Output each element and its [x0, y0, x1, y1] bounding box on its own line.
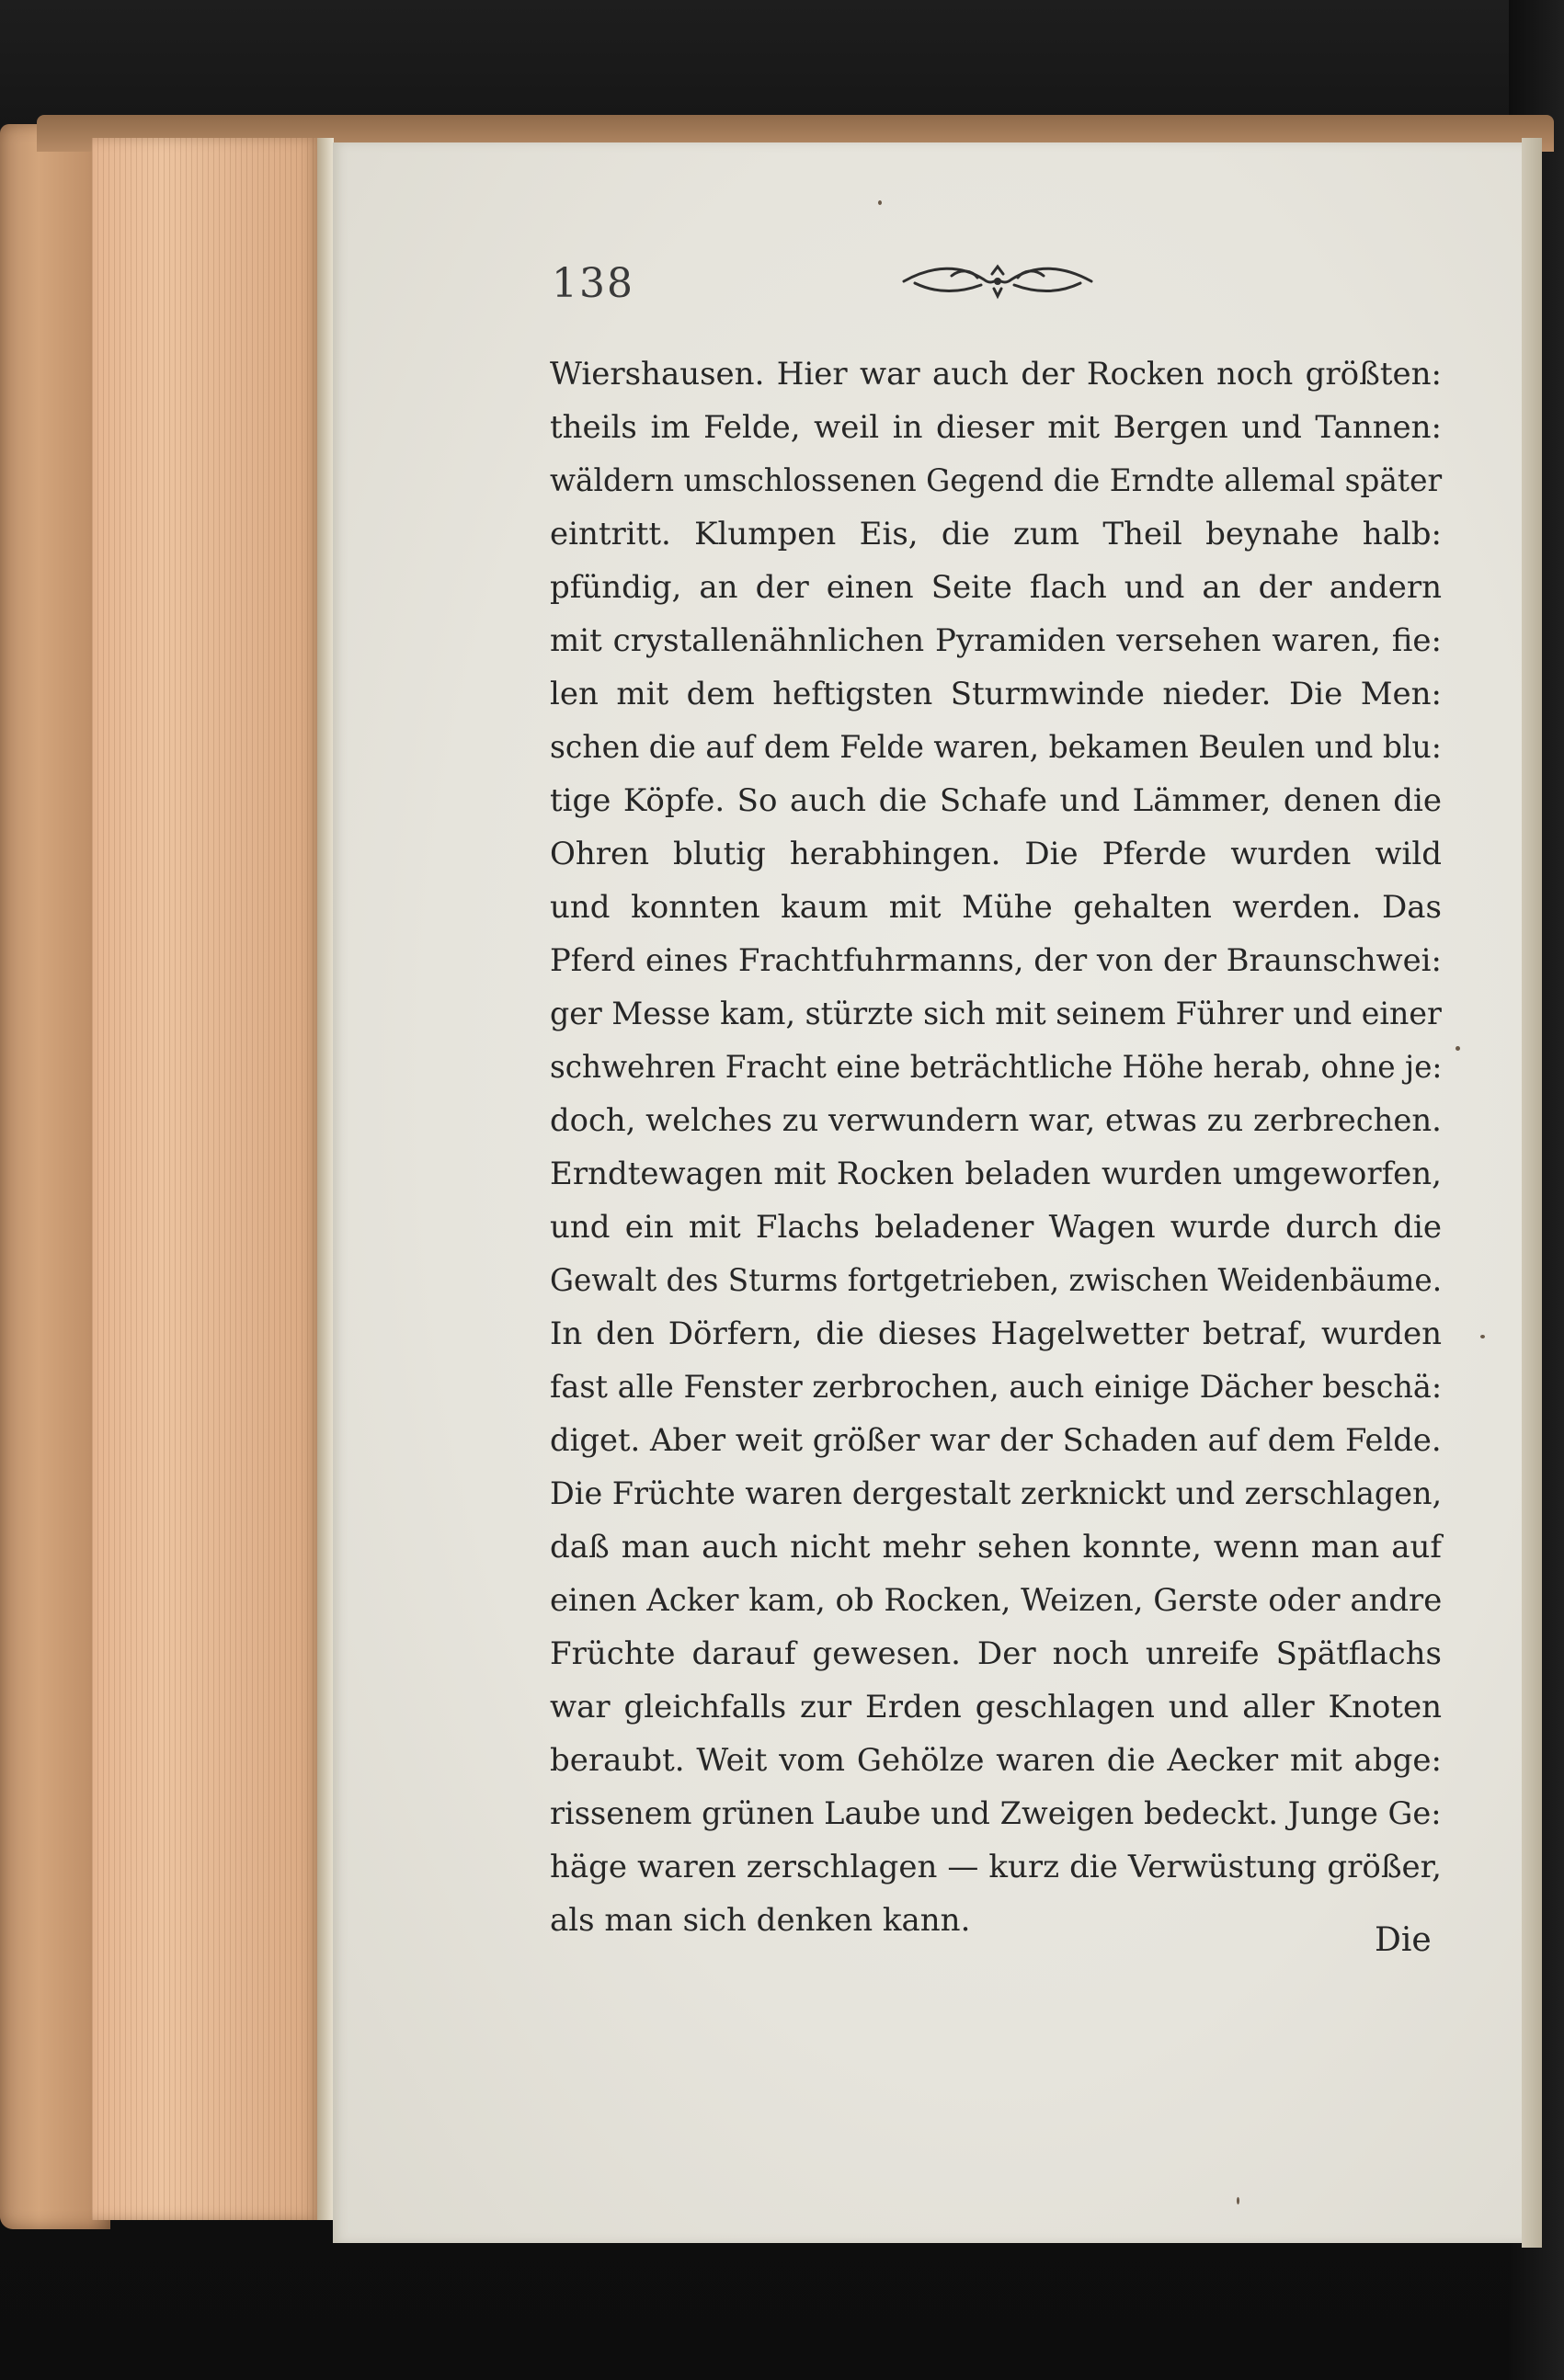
text-line: theils im Felde, weil in dieser mit Bergen und Tannen:	[550, 409, 1442, 446]
text-line: häge waren zerschlagen — kurz die Verwüstung größer,	[550, 1849, 1442, 1885]
paper-speck	[1237, 2197, 1239, 2204]
text-line: einen Acker kam, ob Rocken, Weizen, Gerste oder andre	[550, 1582, 1443, 1619]
paper-speck	[878, 200, 882, 205]
text-line: rissenem grünen Laube und Zweigen bedeckt. Junge Ge:	[550, 1795, 1442, 1832]
text-line: Gewalt des Sturms fortgetrieben, zwischen Weidenbäume.	[550, 1262, 1443, 1299]
paper-speck	[1456, 1046, 1460, 1051]
text-line: Wiershausen. Hier war auch der Rocken noch größten:	[550, 356, 1442, 393]
text-line: daß man auch nicht mehr sehen konnte, wenn man auf	[550, 1529, 1442, 1566]
text-line: Pferd eines Frachtfuhrmanns, der von der Braunschwei:	[550, 942, 1442, 979]
text-line: war gleichfalls zur Erden geschlagen und aller Knoten	[550, 1689, 1442, 1725]
page-right-edge	[1522, 138, 1542, 2248]
paper-speck	[1480, 1335, 1485, 1338]
text-line: mit crystallenähnlichen Pyramiden versehen waren, fie:	[550, 622, 1442, 659]
text-line: Die Früchte waren dergestalt zerknickt und zerschlagen,	[550, 1475, 1443, 1512]
text-line: Erndtewagen mit Rocken beladen wurden umgeworfen,	[550, 1156, 1442, 1192]
text-line: ger Messe kam, stürzte sich mit seinem Führer und einer	[550, 996, 1442, 1032]
text-line: pfündig, an der einen Seite flach und an der andern	[550, 569, 1442, 606]
text-line: In den Dörfern, die dieses Hagelwetter betraf, wurden	[550, 1315, 1442, 1352]
catchword: Die	[1375, 1921, 1432, 1959]
text-line: fast alle Fenster zerbrochen, auch einige Dächer beschä:	[550, 1369, 1443, 1406]
text-line: schwehren Fracht eine beträchtliche Höhe herab, ohne je:	[550, 1049, 1443, 1086]
page-number: 138	[552, 260, 634, 307]
text-line: und ein mit Flachs beladener Wagen wurde durch die	[550, 1209, 1442, 1246]
text-line: beraubt. Weit vom Gehölze waren die Aecker mit abge:	[550, 1742, 1442, 1779]
text-line: Früchte darauf gewesen. Der noch unreife Spätflachs	[550, 1635, 1442, 1672]
page-stack-edge	[92, 138, 322, 2220]
background-cloth	[0, 0, 1564, 129]
text-line: wäldern umschlossenen Gegend die Erndte allemal später	[550, 462, 1443, 499]
text-line: eintritt. Klumpen Eis, die zum Theil beynahe halb:	[550, 516, 1442, 552]
text-line: len mit dem heftigsten Sturmwinde nieder. Die Men:	[550, 676, 1442, 712]
body-text	[550, 347, 1442, 1947]
text-line: tige Köpfe. So auch die Schafe und Lämmer, denen die	[550, 782, 1442, 819]
gutter-shadow	[317, 138, 334, 2220]
text-line: Ohren blutig herabhingen. Die Pferde wurden wild	[550, 836, 1442, 872]
text-line: als man sich denken kann.	[550, 1902, 971, 1939]
text-line: und konnten kaum mit Mühe gehalten werden. Das	[550, 889, 1442, 926]
ornament-icon	[896, 256, 1099, 303]
text-line: diget. Aber weit größer war der Schaden auf dem Felde.	[550, 1422, 1442, 1459]
text-line: doch, welches zu verwundern war, etwas zu zerbrechen.	[550, 1102, 1442, 1139]
text-line: schen die auf dem Felde waren, bekamen Beulen und blu:	[550, 729, 1442, 766]
